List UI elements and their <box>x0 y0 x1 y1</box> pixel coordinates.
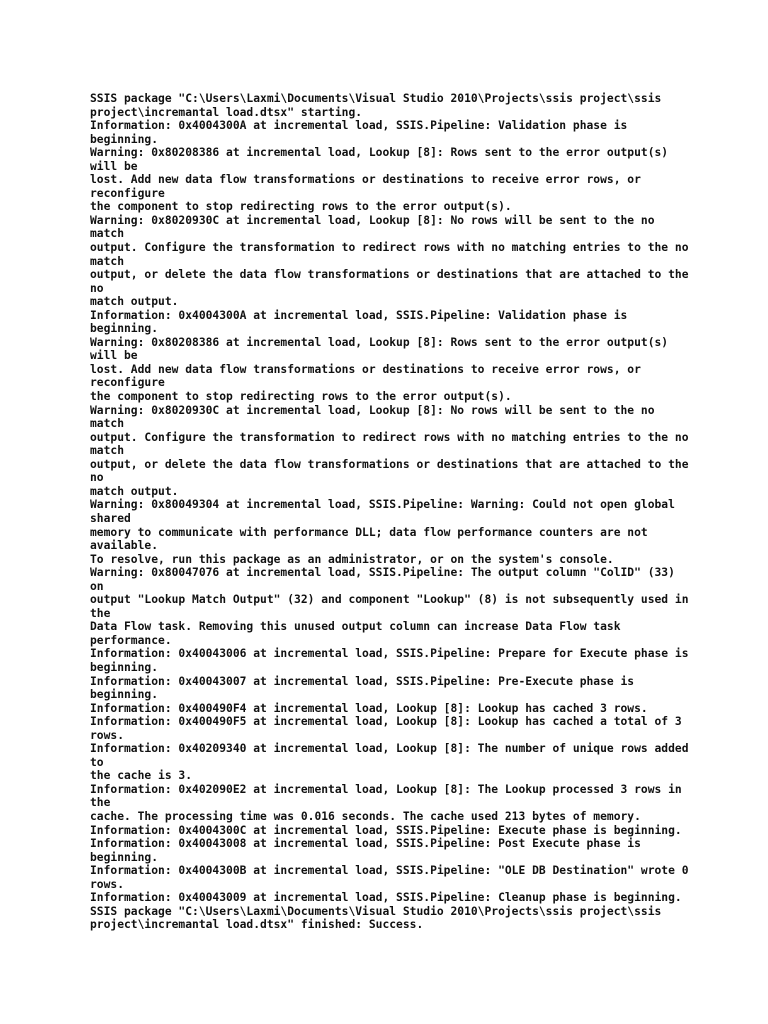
log-entry-package-finish: SSIS package "C:\Users\Laxmi\Documents\Visual Studio 2010\Projects\ssis project\ssis project\incremantal load.dtsx" finished: Success. <box>90 904 662 932</box>
log-entry-info: Information: 0x40043006 at incremental load, SSIS.Pipeline: Prepare for Execute phase is beginning. <box>90 647 689 674</box>
log-entry-info: Information: 0x400490F4 at incremental load, Lookup [8]: Lookup has cached 3 rows. <box>90 701 648 715</box>
log-entry-info: Information: 0x402090E2 at incremental load, Lookup [8]: The Lookup processed 3 rows in the cache. The processing time was 0.016 seconds. The cache used 213 bytes of memory. <box>90 782 682 823</box>
log-entry-warning: Warning: 0x80049304 at incremental load, SSIS.Pipeline: Warning: Could not open global shared memory to communicate with performance DLL; data flow performance counters are not available. To resolve, run this package as an administrator, or on the system's console. <box>90 498 675 566</box>
log-entry-info: Information: 0x4004300A at incremental load, SSIS.Pipeline: Validation phase is beginning. <box>90 308 635 336</box>
log-entry-warning: Warning: 0x8020930C at incremental load, Lookup [8]: No rows will be sent to the no match output. Configure the transformation to redirect rows with no matching entries to the no match output, or delete the data flow transformations or destinations that are attached to the no match output. <box>90 403 689 498</box>
log-document <box>90 92 696 932</box>
log-entry-info: Information: 0x4004300C at incremental load, SSIS.Pipeline: Execute phase is beginning. <box>90 823 682 837</box>
log-entry-warning: Warning: 0x80047076 at incremental load, SSIS.Pipeline: The output column "ColID" (33) on output "Lookup Match Output" (32) and component "Lookup" (8) is not subsequently used in the Data Flow task. Removing this unused output column can increase Data Flow task performance. <box>90 566 689 647</box>
log-entry-info: Information: 0x4004300A at incremental load, SSIS.Pipeline: Validation phase is beginning. <box>90 119 635 146</box>
log-entry-warning: Warning: 0x8020930C at incremental load, Lookup [8]: No rows will be sent to the no match output. Configure the transformation to redirect rows with no matching entries to the no match output, or delete the data flow transformations or destinations that are attached to the no match output. <box>90 213 689 309</box>
log-entry-info: Information: 0x40043008 at incremental load, SSIS.Pipeline: Post Execute phase is beginning. <box>90 837 648 864</box>
log-entry-info: Information: 0x4004300B at incremental load, SSIS.Pipeline: "OLE DB Destination" wrote 0 rows. <box>90 864 696 891</box>
log-entry-warning: Warning: 0x80208386 at incremental load, Lookup [8]: Rows sent to the error output(s) will be lost. Add new data flow transformations or destinations to receive error rows, or reconfigure the component to stop redirecting rows to the error output(s). <box>90 335 669 404</box>
log-entry-warning: Warning: 0x80208386 at incremental load, Lookup [8]: Rows sent to the error output(s) will be lost. Add new data flow transformations or destinations to receive error rows, or reconfigure the component to stop redirecting rows to the error output(s). <box>90 146 669 214</box>
log-entry-info: Information: 0x40043009 at incremental load, SSIS.Pipeline: Cleanup phase is beginning. <box>90 891 682 905</box>
log-entry-info: Information: 0x400490F5 at incremental load, Lookup [8]: Lookup has cached a total of 3 rows. <box>90 715 689 742</box>
log-entry-info: Information: 0x40043007 at incremental load, SSIS.Pipeline: Pre-Execute phase is beginning. <box>90 674 641 702</box>
log-entry-package-start: SSIS package "C:\Users\Laxmi\Documents\Visual Studio 2010\Projects\ssis project\ssis project\incremantal load.dtsx" starting. <box>90 92 662 119</box>
log-entry-info: Information: 0x40209340 at incremental load, Lookup [8]: The number of unique rows added to the cache is 3. <box>90 742 689 783</box>
